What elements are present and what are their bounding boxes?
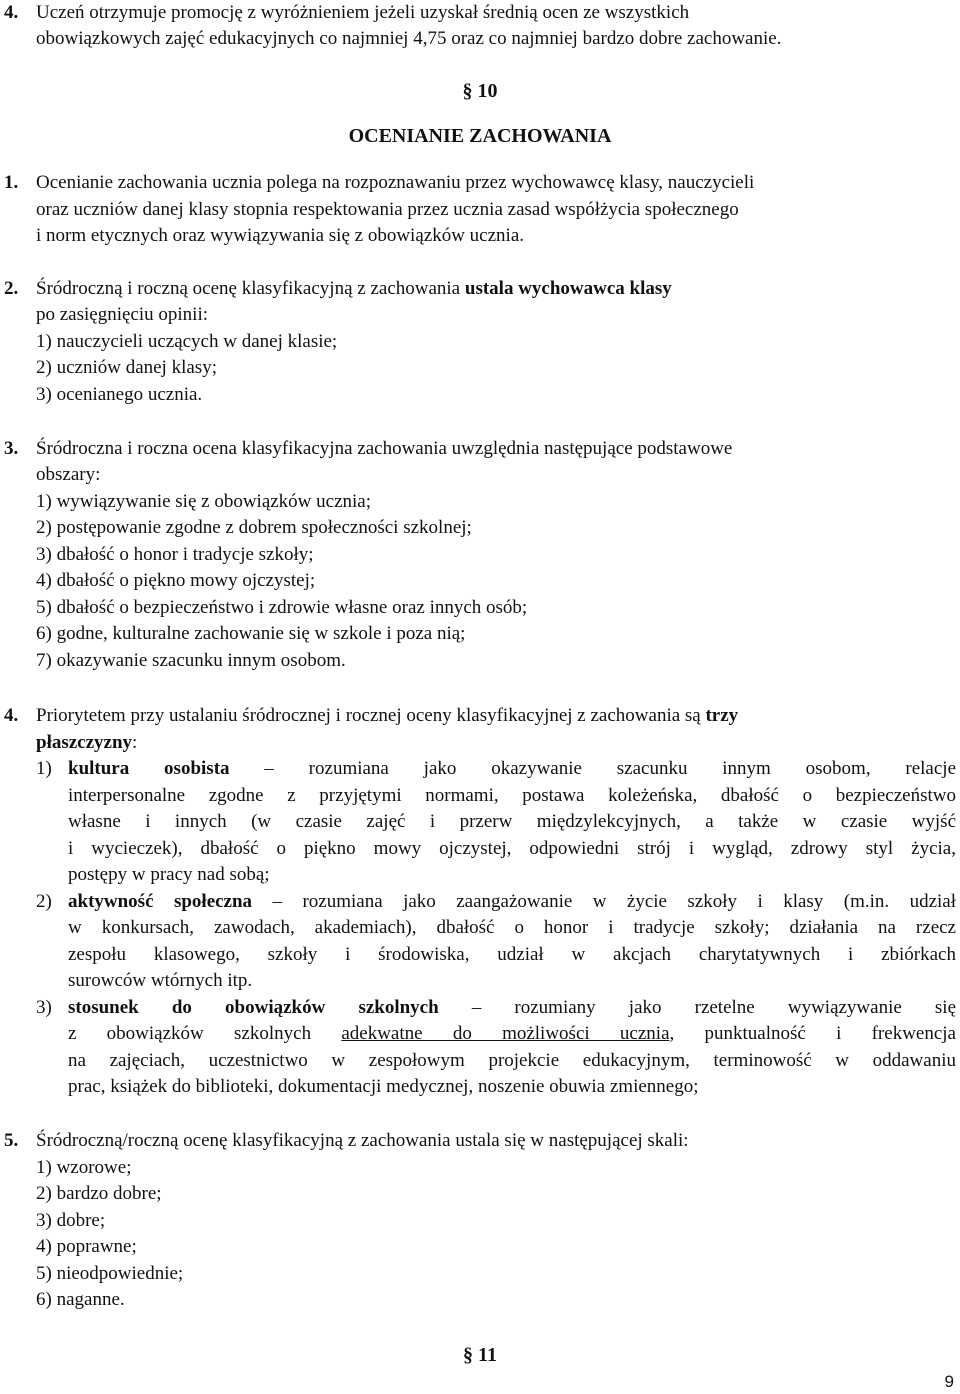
- text-span: , punktualność i frekwencja: [669, 1023, 956, 1044]
- item-bold-text: kultura osobista: [68, 758, 230, 779]
- section-title: OCENIANIE ZACHOWANIA: [348, 125, 612, 147]
- text-line: oraz uczniów danej klasy stopnia respektowania przez ucznia zasad współżycia społecznego: [36, 199, 739, 220]
- text-line: prac, książek do biblioteki, dokumentacji medycznej, noszenie obuwia zmiennego;: [68, 1076, 699, 1097]
- list-item: 6) godne, kulturalne zachowanie się w szkole i poza nią;: [36, 623, 466, 644]
- list-item: 6) naganne.: [36, 1289, 125, 1310]
- list-item: 3) ocenianego ucznia.: [36, 384, 203, 405]
- text-line: Uczeń otrzymuje promocję z wyróżnieniem jeżeli uzyskał średnią ocen ze wszystkich: [36, 2, 690, 23]
- text-line: Ocenianie zachowania ucznia polega na rozpoznawaniu przez wychowawcę klasy, nauczycieli: [36, 172, 755, 193]
- list-item: 3) dobre;: [36, 1210, 106, 1231]
- text-line-justified: własne i innych (w czasie zajęć i przerw międzylekcyjnych, a także w czasie wyjść: [68, 811, 956, 832]
- list-item: 4) poprawne;: [36, 1236, 137, 1257]
- text-line: postępy w pracy nad sobą;: [68, 864, 270, 885]
- list-item: 2) bardzo dobre;: [36, 1183, 162, 1204]
- text-line-justified: interpersonalne zgodne z przyjętymi normami, postawa koleżeńska, dbałość o bezpieczeństwo: [68, 785, 956, 806]
- text-line: obszary:: [36, 464, 101, 485]
- lead-text: Śródroczną i roczną ocenę klasyfikacyjną z zachowania: [36, 278, 465, 299]
- section-mark: § 11: [463, 1344, 497, 1366]
- text-line-justified: w konkursach, zawodach, akademiach), dbałość o honor i tradycje szkoły; działania na rzecz: [68, 917, 956, 938]
- list-item: 3) dbałość o honor i tradycje szkoły;: [36, 544, 314, 565]
- list-item: 4) dbałość o piękno mowy ojczystej;: [36, 570, 316, 591]
- page-number: 9: [944, 1372, 954, 1391]
- text-line-justified: na zajęciach, uczestnictwo w zespołowym projekcie edukacyjnym, terminowość w oddawaniu: [68, 1050, 956, 1071]
- list-item: 1) wzorowe;: [36, 1157, 132, 1178]
- text-span: z obowiązków szkolnych: [68, 1023, 342, 1044]
- list-item: 5) dbałość o bezpieczeństwo i zdrowie własne oraz innych osób;: [36, 597, 528, 618]
- text-line: [36, 276, 672, 302]
- text-line-justified: [68, 889, 956, 915]
- list-item: 2) uczniów danej klasy;: [36, 357, 217, 378]
- text-line: Śródroczna i roczna ocena klasyfikacyjna zachowania uwzględnia następujące podstawowe: [36, 438, 733, 459]
- punctuation: :: [132, 732, 138, 753]
- paragraph-number: 2.: [4, 278, 19, 299]
- list-item: 5) nieodpowiednie;: [36, 1263, 184, 1284]
- item-text: – rozumiana jako okazywanie szacunku innym osobom, relacje: [264, 758, 956, 779]
- text-line: [36, 703, 738, 729]
- text-line: i norm etycznych oraz wywiązywania się z obowiązków ucznia.: [36, 225, 524, 246]
- section-mark: § 10: [462, 80, 498, 102]
- lead-text: Priorytetem przy ustalaniu śródrocznej i rocznej oceny klasyfikacyjnej z zachowania są: [36, 705, 706, 726]
- list-item: 1) wywiązywanie się z obowiązków ucznia;: [36, 491, 372, 512]
- text-line-justified: [68, 995, 956, 1021]
- paragraph-number: 3.: [4, 438, 19, 459]
- text-line: po zasięgnięciu opinii:: [36, 304, 209, 325]
- text-line-justified: i wycieczek), dbałość o piękno mowy ojczystej, odpowiedni strój i wygląd, zdrowy styl życia,: [68, 838, 956, 859]
- text-line: [36, 730, 137, 756]
- paragraph-number: 1.: [4, 172, 19, 193]
- paragraph-number: 5.: [4, 1130, 19, 1151]
- text-line-justified: [68, 1021, 956, 1047]
- text-line: Śródroczną/roczną ocenę klasyfikacyjną z zachowania ustala się w następującej skali:: [36, 1130, 689, 1151]
- item-text: – rozumiana jako zaangażowanie w życie szkoły i klasy (m.in. udział: [272, 891, 956, 912]
- item-text: – rozumiany jako rzetelne wywiązywanie się: [471, 997, 956, 1018]
- paragraph-number: 4.: [4, 2, 19, 23]
- list-number: 1): [36, 758, 52, 779]
- paragraph-number: 4.: [4, 705, 19, 726]
- text-line: surowców wtórnych itp.: [68, 970, 253, 991]
- item-bold-text: aktywność społeczna: [68, 891, 253, 912]
- text-line: obowiązkowych zajęć edukacyjnych co najmniej 4,75 oraz co najmniej bardzo dobre zachowanie.: [36, 28, 782, 49]
- lead-bold-text: trzy: [705, 705, 739, 726]
- text-line-justified: zespołu klasowego, szkoły i środowiska, udział w akcjach charytatywnych i zbiórkach: [68, 944, 956, 965]
- list-item: 7) okazywanie szacunku innym osobom.: [36, 650, 346, 671]
- lead-bold-text: ustala wychowawca klasy: [464, 278, 672, 299]
- list-number: 2): [36, 891, 52, 912]
- list-number: 3): [36, 997, 52, 1018]
- list-item: 1) nauczycieli uczących w danej klasie;: [36, 331, 338, 352]
- text-line-justified: [68, 756, 956, 782]
- lead-bold-text: płaszczyzny: [36, 732, 133, 753]
- list-item: 2) postępowanie zgodne z dobrem społeczności szkolnej;: [36, 517, 472, 538]
- item-bold-text: stosunek do obowiązków szkolnych: [68, 997, 439, 1018]
- underlined-text: adekwatne do możliwości ucznia: [341, 1023, 670, 1044]
